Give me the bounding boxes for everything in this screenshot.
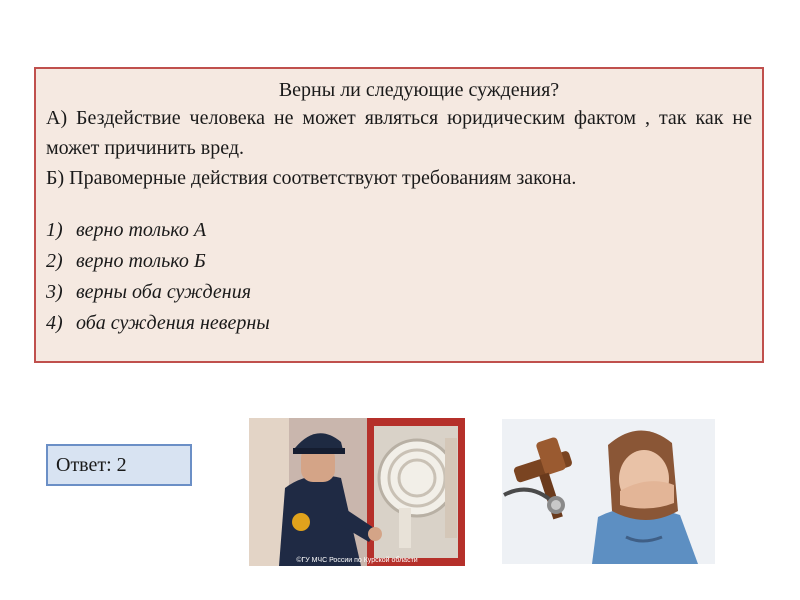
option-4[interactable] bbox=[46, 308, 752, 339]
option-text: верно только А bbox=[76, 219, 207, 241]
question-title: Верны ли следующие суждения? bbox=[278, 79, 560, 101]
option-text: оба суждения неверны bbox=[76, 312, 270, 334]
nurse-illustration bbox=[502, 419, 715, 564]
statement-a: А) Бездействие человека не может являться юридическим фактом , так как не может причинить вред. bbox=[46, 107, 752, 159]
question-box bbox=[34, 67, 764, 363]
option-3[interactable] bbox=[46, 277, 752, 308]
option-text: верно только Б bbox=[76, 250, 206, 272]
option-text: верны оба суждения bbox=[76, 281, 251, 303]
options-list bbox=[46, 215, 752, 339]
option-number: 2) bbox=[46, 250, 63, 272]
option-1[interactable] bbox=[46, 215, 752, 246]
firefighter-illustration bbox=[249, 418, 465, 566]
option-number: 3) bbox=[46, 281, 63, 303]
answer-box: Ответ: 2 bbox=[46, 444, 192, 486]
option-2[interactable] bbox=[46, 246, 752, 277]
nurse-photo bbox=[502, 419, 715, 564]
statement-b: Б) Правомерные действия соответствуют требованиям закона. bbox=[46, 167, 577, 189]
photo-credit: ©ГУ МЧС России по Курской области bbox=[296, 557, 418, 564]
option-number: 4) bbox=[46, 312, 63, 334]
option-number: 1) bbox=[46, 219, 63, 241]
firefighter-photo bbox=[249, 418, 465, 566]
